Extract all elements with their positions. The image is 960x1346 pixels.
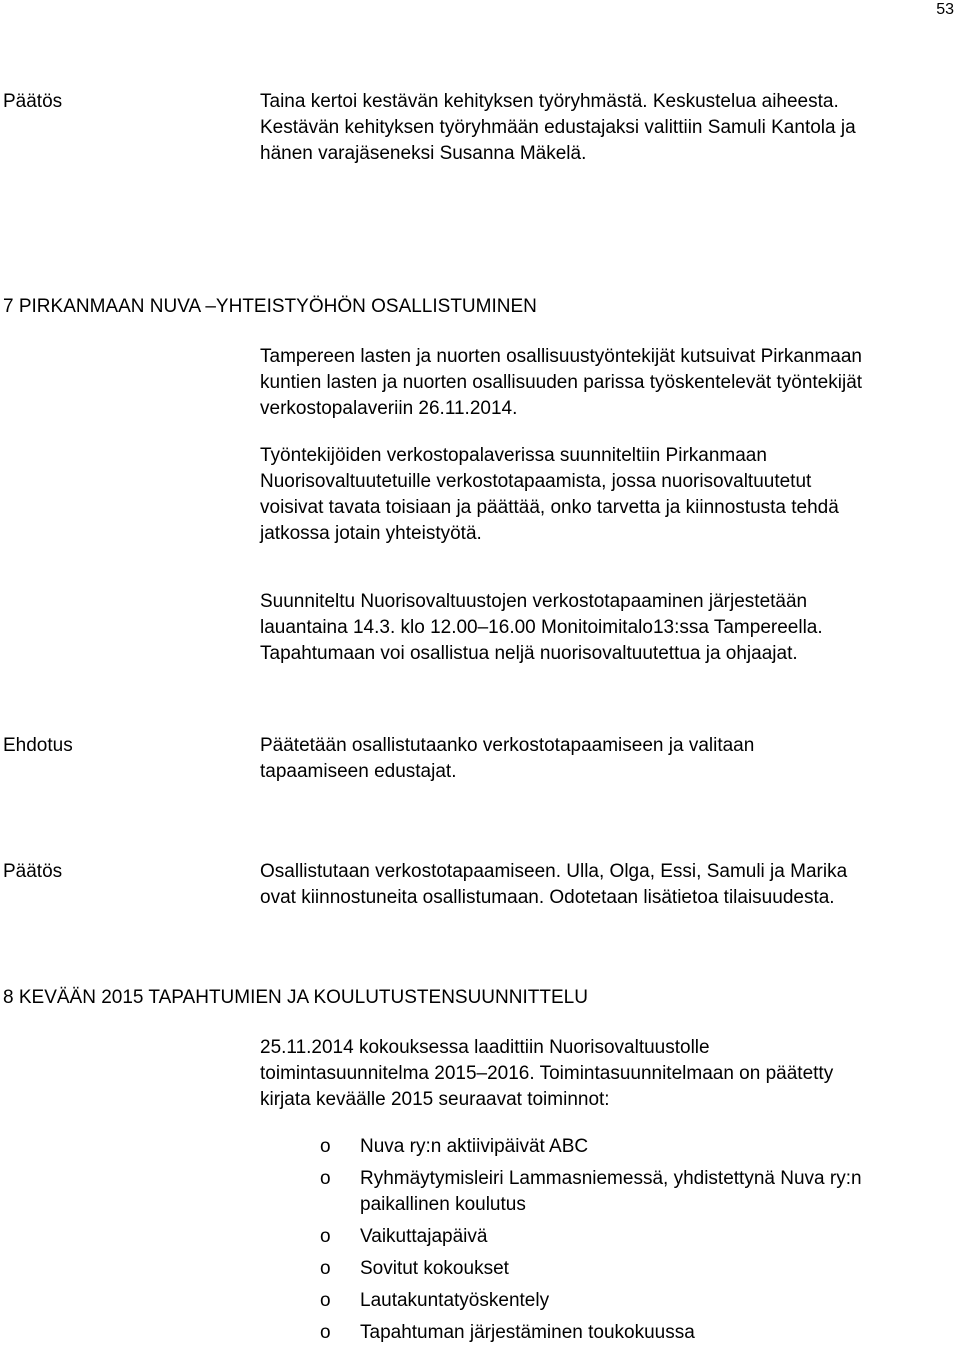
text-line: hänen varajäseneksi Susanna Mäkelä.	[260, 143, 587, 164]
text-line: kirjata keväälle 2015 seuraavat toiminnot:	[260, 1089, 610, 1110]
list-item	[320, 1256, 950, 1282]
text-line: Osallistutaan verkostotapaamiseen. Ulla, Olga, Essi, Samuli ja Marika	[260, 861, 848, 882]
bullet-icon: o	[320, 1136, 331, 1157]
list-item	[320, 1224, 950, 1250]
activity-list	[320, 1134, 950, 1346]
text-line: verkostopalaveriin 26.11.2014.	[260, 398, 518, 419]
bullet-icon: o	[320, 1226, 331, 1247]
text-line: 25.11.2014 kokouksessa laadittiin Nuorisovaltuustolle	[260, 1037, 710, 1058]
bullet-icon: o	[320, 1322, 331, 1343]
bullet-icon: o	[320, 1258, 331, 1279]
list-item	[320, 1166, 950, 1218]
text-line: ovat kiinnostuneita osallistumaan. Odotetaan lisätietoa tilaisuudesta.	[260, 887, 835, 908]
section-heading-7: 7 PIRKANMAAN NUVA –YHTEISTYÖHÖN OSALLISTUMINEN	[3, 296, 537, 317]
list-item	[320, 1320, 950, 1346]
text-line: Nuorisovaltuutetuille verkostotapaamista, jossa nuorisovaltuutetut	[260, 471, 812, 492]
text-line: Taina kertoi kestävän kehityksen työryhmästä. Keskustelua aiheesta.	[260, 91, 839, 112]
text-line: kuntien lasten ja nuorten osallisuuden parissa työskentelevät työntekijät	[260, 372, 863, 393]
list-item-text: Nuva ry:n aktiivipäivät ABC	[360, 1136, 589, 1157]
section-heading-8: 8 KEVÄÄN 2015 TAPAHTUMIEN JA KOULUTUSTENSUUNNITTELU	[3, 987, 588, 1008]
text-line: Työntekijöiden verkostopalaverissa suunniteltiin Pirkanmaan	[260, 445, 767, 466]
text-line: Suunniteltu Nuorisovaltuustojen verkostotapaaminen järjestetään	[260, 591, 808, 612]
text-line: Tampereen lasten ja nuorten osallisuustyöntekijät kutsuivat Pirkanmaan	[260, 346, 862, 367]
decision-label: Päätös	[3, 861, 63, 882]
list-item-text: Lautakuntatyöskentely	[360, 1290, 550, 1311]
list-item-text: Sovitut kokoukset	[360, 1258, 509, 1279]
bullet-icon: o	[320, 1290, 331, 1311]
list-item-text: Vaikuttajapäivä	[360, 1226, 488, 1247]
proposal-label: Ehdotus	[3, 735, 73, 756]
text-line: tapaamiseen edustajat.	[260, 761, 457, 782]
page-number: 53	[936, 1, 954, 18]
text-line: voisivat tavata toisiaan ja päättää, onko tarvetta ja kiinnostusta tehdä	[260, 497, 839, 518]
text-line: Kestävän kehityksen työryhmään edustajaksi valittiin Samuli Kantola ja	[260, 117, 856, 138]
list-item-text: Ryhmäytymisleiri Lammasniemessä, yhdistettynä Nuva ry:n	[360, 1168, 862, 1189]
decision-text	[260, 859, 950, 911]
text-line: Päätetään osallistutaanko verkostotapaamiseen ja valitaan	[260, 735, 755, 756]
decision-label: Päätös	[3, 91, 63, 112]
decision-text	[260, 89, 950, 167]
text-line: toimintasuunnitelma 2015–2016. Toimintasuunnitelmaan on päätetty	[260, 1063, 834, 1084]
text-line: jatkossa jotain yhteistyötä.	[260, 523, 482, 544]
text-line: Tapahtumaan voi osallistua neljä nuorisovaltuutettua ja ohjaajat.	[260, 643, 798, 664]
proposal-text	[260, 733, 950, 785]
list-item-text: paikallinen koulutus	[360, 1194, 526, 1215]
list-item	[320, 1134, 950, 1160]
list-item	[320, 1288, 950, 1314]
bullet-icon: o	[320, 1168, 331, 1189]
text-line: lauantaina 14.3. klo 12.00–16.00 Monitoimitalo13:ssa Tampereella.	[260, 617, 823, 638]
list-item-text: Tapahtuman järjestäminen toukokuussa	[360, 1322, 695, 1343]
